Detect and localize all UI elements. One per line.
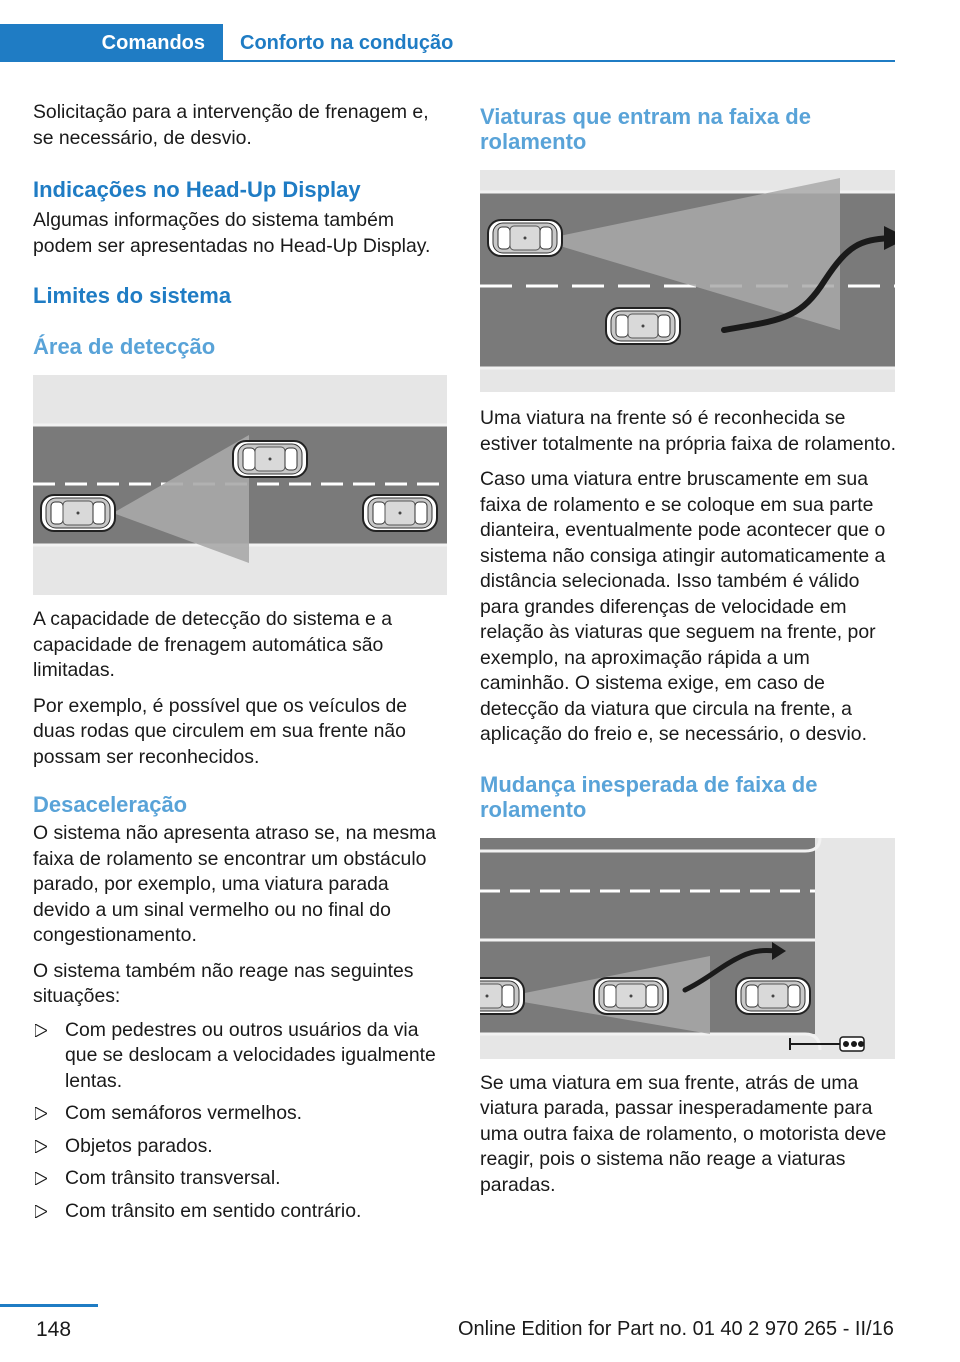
triangle-bullet-icon <box>35 1107 47 1120</box>
tab-conforto-label: Conforto na condução <box>240 31 454 54</box>
lane-change-illustration <box>480 838 895 1059</box>
list-item <box>33 1101 451 1127</box>
triangle-bullet-icon <box>35 1172 47 1185</box>
area-text-1: A capacidade de detecção do sistema e a capacidade de frenagem automática são limitadas. <box>33 608 392 681</box>
chapter-tabs <box>0 24 895 62</box>
limits-heading: Limites do sistema <box>33 283 232 308</box>
tab-rule <box>223 60 895 62</box>
list-item-text: Com semáforos vermelhos. <box>65 1102 303 1124</box>
triangle-bullet-icon <box>35 1140 47 1153</box>
tab-conforto[interactable] <box>240 24 453 62</box>
triangle-bullet-icon <box>35 1024 47 1037</box>
intro-text: Solicitação para a intervenção de frenagem e, se necessário, de desvio. <box>33 101 429 149</box>
hud-text: Algumas informações do sistema também podem ser apresentadas no Head-Up Display. <box>33 209 431 257</box>
list-item-text: Com pedestres ou outros usuários da via que se deslocam a velocidades igualmente lentas. <box>65 1018 436 1092</box>
situations-list <box>33 1018 451 1225</box>
triangle-bullet-icon <box>35 1205 47 1218</box>
page-number: 148 <box>36 1318 72 1341</box>
entering-vehicle-figure <box>480 170 895 392</box>
list-item-text: Com trânsito em sentido contrário. <box>65 1199 362 1222</box>
detection-area-illustration <box>33 375 447 595</box>
entering-text-2: Caso uma viatura entre bruscamente em sua faixa de rolamento e se coloque em sua parte dianteira, eventualmente pode acontecer que o sistema não consiga atingir automaticamente a distância selecionada. Isso também é válido para grandes diferenças de velocidade em relação às viaturas que seguem na frente, por exemplo, na aproximação rápida a um caminhão. O sistema exige, em caso de detecção da viatura que circula na frente, a aplicação do freio e, se necessário, o desvio. <box>480 468 886 745</box>
area-heading: Área de detecção <box>33 334 216 359</box>
list-item <box>33 1166 451 1192</box>
list-item <box>33 1018 451 1095</box>
edition-text: Online Edition for Part no. 01 40 2 970 265 - II/16 <box>458 1318 894 1340</box>
list-item-text: Com trânsito transversal. <box>65 1167 281 1189</box>
footer-rule <box>0 1304 98 1307</box>
lane-change-heading: Mudança inesperada de faixa de rolamento <box>480 771 818 822</box>
decel-text-2: O sistema também não reage nas seguintes situações: <box>33 959 414 1007</box>
detection-area-figure <box>33 375 447 595</box>
decel-text-1: O sistema não apresenta atraso se, na mesma faixa de rolamento se encontrar um obstáculo parado, por exemplo, uma viatura parada devido a um sinal vermelho ou no final do congestionamento. <box>33 822 437 946</box>
right-column <box>480 104 898 1208</box>
tab-comandos[interactable] <box>0 24 223 62</box>
list-item <box>33 1199 451 1225</box>
decel-heading: Desaceleração <box>33 792 188 817</box>
area-text-2: Por exemplo, é possível que os veículos de duas rodas que circulem em sua frente não possam ser reconhecidos. <box>33 694 408 768</box>
list-item-text: Objetos parados. <box>65 1134 213 1157</box>
entering-heading: Viaturas que entram na faixa de rolamento <box>480 104 811 154</box>
left-column <box>33 100 451 1231</box>
lane-change-text: Se uma viatura em sua frente, atrás de uma viatura parada, passar inesperadamente para uma outra faixa de rolamento, o motorista deve reagir, pois o sistema não reage a viaturas paradas. <box>480 1071 887 1196</box>
entering-vehicle-illustration <box>480 170 895 392</box>
list-item <box>33 1134 451 1160</box>
lane-change-figure <box>480 838 895 1059</box>
entering-text-1: Uma viatura na frente só é reconhecida se estiver totalmente na própria faixa de rolamento. <box>480 407 897 455</box>
hud-heading: Indicações no Head-Up Display <box>33 177 361 202</box>
tab-comandos-label: Comandos <box>101 31 205 54</box>
